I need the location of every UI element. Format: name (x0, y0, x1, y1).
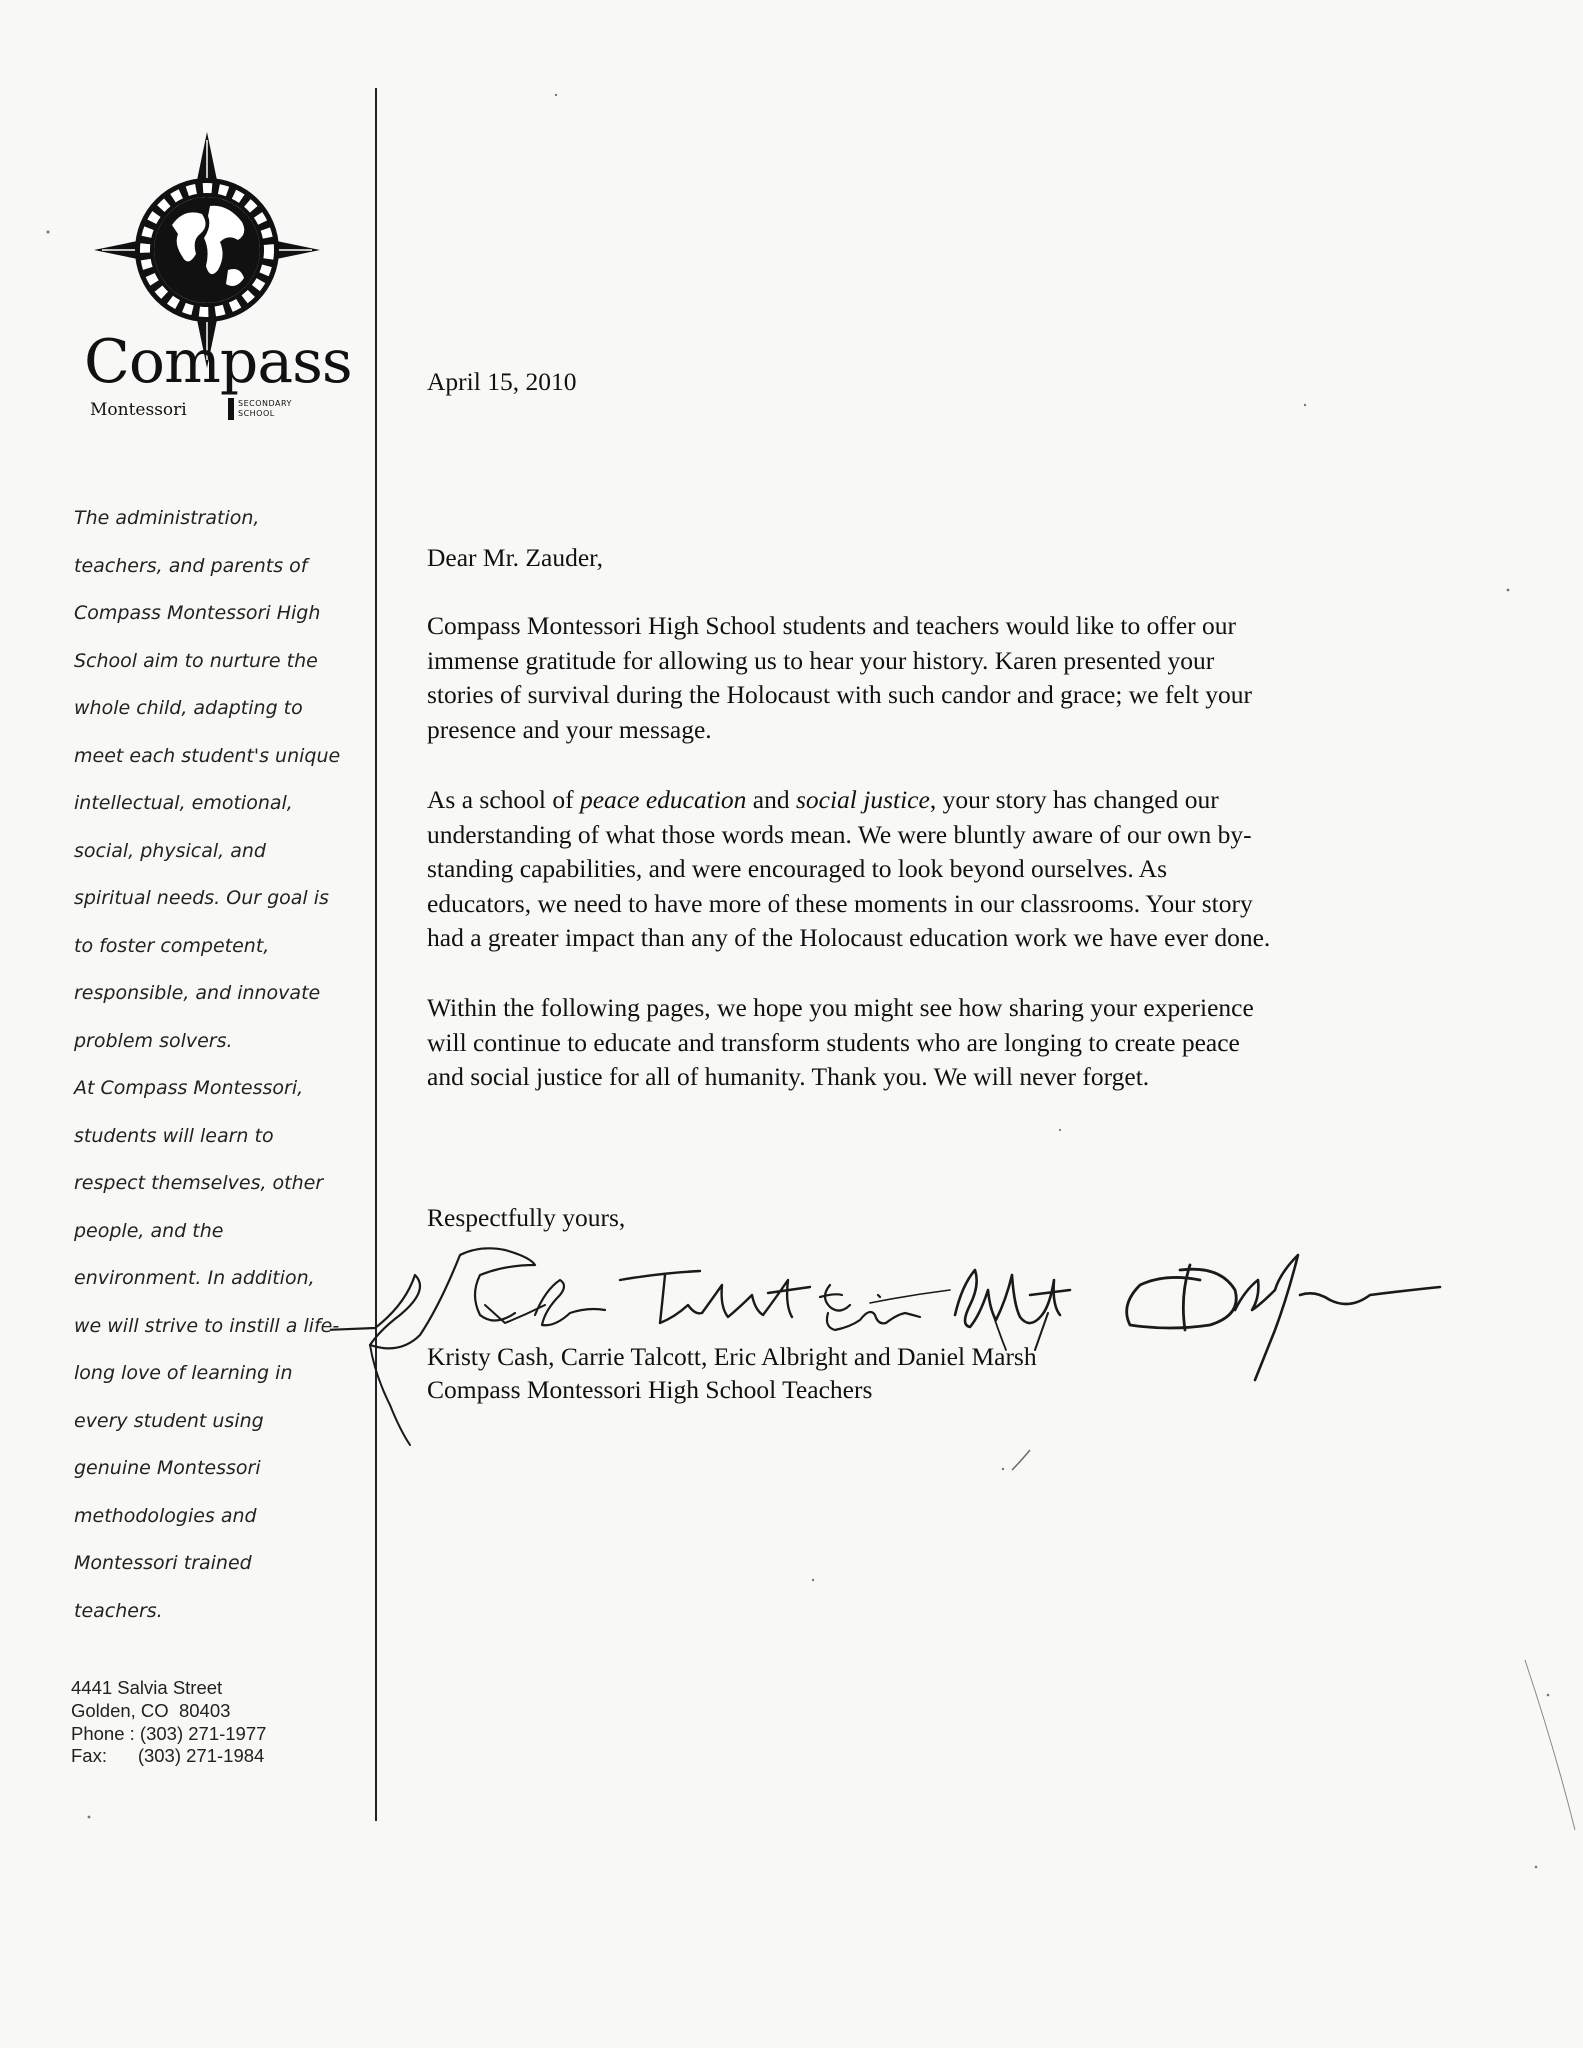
paragraph-gratitude (427, 609, 1437, 747)
paragraph-line: will continue to educate and transform students who are longing to create peace (427, 1027, 1240, 1057)
mission-statement (74, 506, 344, 1646)
mission-line: Compass Montessori High (74, 602, 321, 624)
mission-line: environment. In addition, (74, 1267, 315, 1289)
mission-line: social, physical, and (74, 839, 266, 862)
paragraph-line: had a greater impact than any of the Holocaust education work we have ever done. (427, 923, 1271, 952)
paragraph-line: Within the following pages, we hope you might see how sharing your experience (427, 993, 1254, 1022)
vertical-divider (375, 88, 377, 1821)
letter-date: April 15, 2010 (427, 367, 577, 396)
text-run: As a school of (427, 785, 580, 814)
address-city: Golden, CO 80403 (71, 1699, 231, 1721)
mission-line: spiritual needs. Our goal is (74, 887, 329, 909)
mission-line: problem solvers. (74, 1029, 233, 1052)
address-phone: Phone : (303) 271-1977 (71, 1722, 267, 1744)
letter-salutation: Dear Mr. Zauder, (427, 543, 603, 572)
mission-line: long love of learning in (74, 1362, 293, 1384)
paragraph-line (427, 783, 1437, 818)
paragraph-line: understanding of what those words mean. We were bluntly aware of our own by- (427, 819, 1252, 849)
paragraph-line: immense gratitude for allowing us to hear your history. Karen presented your (427, 645, 1215, 675)
emphasis-peace-education: peace education (579, 785, 747, 814)
signer-names: Kristy Cash, Carrie Talcott, Eric Albright and Daniel Marsh (427, 1342, 1037, 1371)
handwritten-signatures (330, 1235, 1560, 1455)
mission-line: we will strive to instill a life- (74, 1314, 340, 1337)
emphasis-social-justice: social justice (795, 785, 930, 814)
school-logo-subtitle: Montessori (90, 400, 187, 420)
paragraph-line: educators, we need to have more of these moments in our classrooms. Your story (427, 888, 1253, 918)
mission-line: genuine Montessori (74, 1457, 261, 1479)
mission-line: people, and the (74, 1219, 224, 1242)
mission-line: respect themselves, other (74, 1172, 324, 1194)
school-logo-wordmark: Compass (84, 327, 352, 397)
paragraph-line: and social justice for all of humanity. Thank you. We will never forget. (427, 1062, 1150, 1091)
mission-line: teachers, and parents of (74, 554, 308, 577)
mission-line: At Compass Montessori, (74, 1077, 304, 1099)
logo-divider-bar (228, 398, 234, 420)
letter-closing: Respectfully yours, (427, 1203, 626, 1232)
mission-line: methodologies and (74, 1504, 257, 1527)
paragraph-line: presence and your message. (427, 714, 712, 744)
paragraph-peace-education (427, 783, 1437, 956)
mission-line: to foster competent, (74, 934, 270, 957)
mission-line: responsible, and innovate (74, 982, 321, 1004)
mission-line: intellectual, emotional, (74, 792, 293, 814)
mission-line: students will learn to (74, 1124, 274, 1147)
mission-line: School aim to nurture the (74, 649, 318, 672)
address-street: 4441 Salvia Street (71, 1677, 223, 1698)
school-logo-secondary (238, 399, 318, 419)
text-run: , your story has changed our (929, 785, 1219, 814)
mission-line: teachers. (74, 1599, 163, 1622)
mission-line: whole child, adapting to (74, 697, 303, 719)
paragraph-line: Compass Montessori High School students and teachers would like to offer our (427, 611, 1237, 640)
mission-line: every student using (74, 1409, 264, 1432)
address-fax: Fax: (303) 271-1984 (71, 1745, 265, 1767)
signer-title: Compass Montessori High School Teachers (427, 1375, 873, 1404)
logo-secondary-line: SECONDARY (238, 399, 292, 408)
mission-line: meet each student's unique (74, 744, 341, 767)
text-run: and (746, 785, 796, 814)
paragraph-line: stories of survival during the Holocaust with such candor and grace; we felt your (427, 680, 1252, 709)
logo-school-line: SCHOOL (238, 409, 275, 418)
mission-line: The administration, (74, 507, 260, 529)
paragraph-closing-thanks (427, 991, 1437, 1095)
school-address (71, 1677, 311, 1768)
mission-line: Montessori trained (74, 1552, 252, 1574)
paragraph-line: standing capabilities, and were encouraged to look beyond ourselves. As (427, 854, 1168, 883)
